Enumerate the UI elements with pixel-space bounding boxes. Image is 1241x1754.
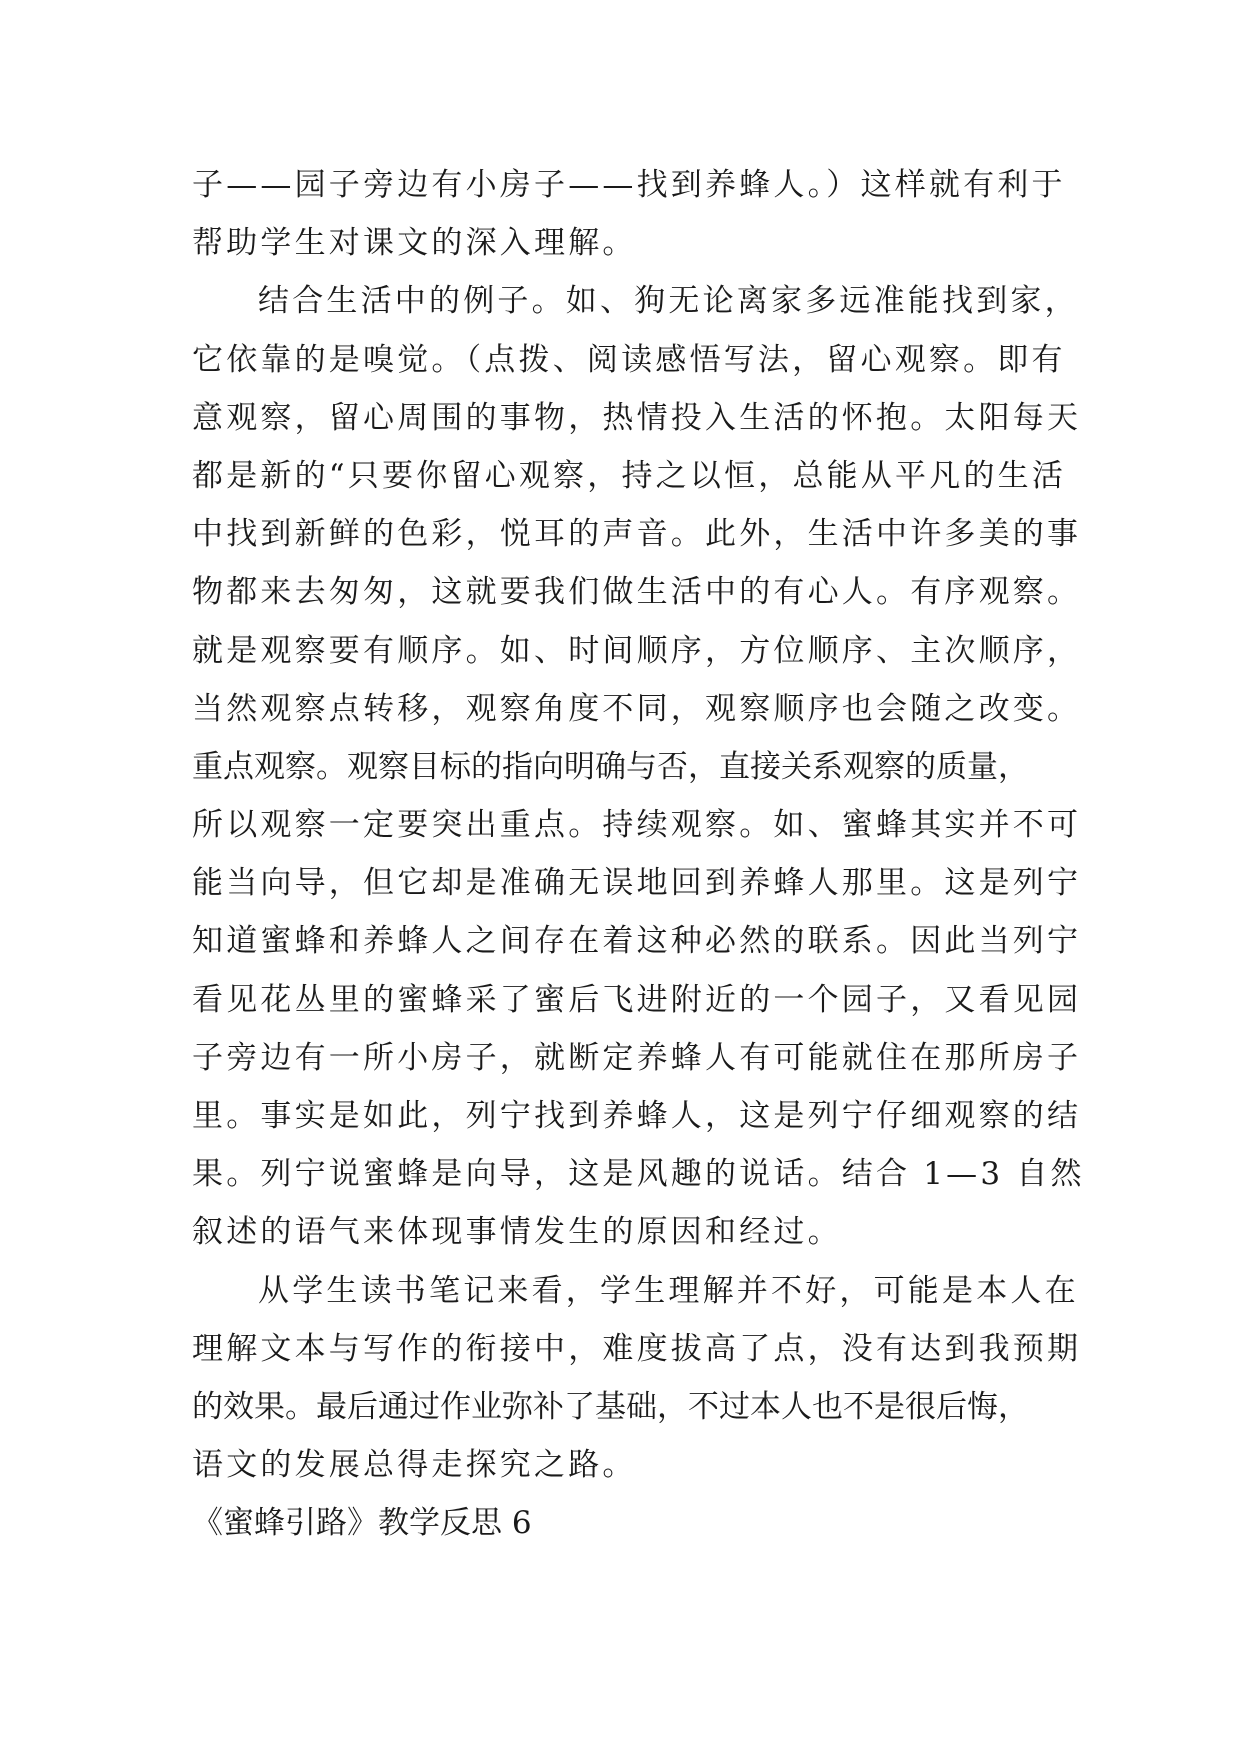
text-line: 它依靠的是嗅觉。（点拨、阅读感悟写法，留心观察。即有 bbox=[192, 341, 1066, 378]
text-line: 能当向导，但它却是准确无误地回到养蜂人那里。这是列宁 bbox=[192, 865, 1082, 902]
text-line: 中找到新鲜的色彩，悦耳的声音。此外，生活中许多美的事 bbox=[192, 516, 1082, 553]
text-line: 里。事实是如此，列宁找到养蜂人，这是列宁仔细观察的结 bbox=[192, 1098, 1082, 1134]
text-line: 所以观察一定要突出重点。持续观察。如、蜜蜂其实并不可 bbox=[192, 807, 1082, 844]
text-line: 物都来去匆匆，这就要我们做生活中的有心人。有序观察。 bbox=[192, 574, 1082, 611]
text-line: 子——园子旁边有小房子——找到养蜂人。）这样就有利于 bbox=[192, 167, 1066, 203]
paragraph bbox=[192, 1262, 1082, 1495]
section-heading: 《蜜蜂引路》教学反思 6 bbox=[192, 1505, 532, 1542]
text-line: 意观察，留心周围的事物，热情投入生活的怀抱。太阳每天 bbox=[192, 399, 1082, 436]
text-line: 重点观察。观察目标的指向明确与否，直接关系观察的质量， bbox=[192, 748, 1029, 785]
text-line: 就是观察要有顺序。如、时间顺序，方位顺序、主次顺序， bbox=[192, 632, 1082, 669]
text-line: 结合生活中的例子。如、狗无论离家多远准能找到家， bbox=[258, 283, 1079, 320]
text-line: 知道蜜蜂和养蜂人之间存在着这种必然的联系。因此当列宁 bbox=[192, 923, 1082, 960]
text-line: 当然观察点转移，观察角度不同，观察顺序也会随之改变。 bbox=[192, 690, 1082, 727]
text-line: 从学生读书笔记来看，学生理解并不好，可能是本人在 bbox=[258, 1272, 1079, 1309]
paragraph bbox=[192, 156, 1072, 272]
paragraph bbox=[192, 272, 1085, 1261]
text-line: 语文的发展总得走探究之路。 bbox=[192, 1447, 637, 1484]
text-line: 看见花丛里的蜜蜂采了蜜后飞进附近的一个园子，又看见园 bbox=[192, 981, 1082, 1018]
text-line: 叙述的语气来体现事情发生的原因和经过。 bbox=[192, 1214, 842, 1251]
text-line: 都是新的“只要你留心观察，持之以恒，总能从平凡的生活 bbox=[192, 457, 1067, 494]
text-line: 的效果。最后通过作业弥补了基础，不过本人也不是很后悔， bbox=[192, 1388, 1029, 1425]
text-line: 帮助学生对课文的深入理解。 bbox=[192, 225, 637, 262]
text-line: 理解文本与写作的衔接中，难度拔高了点，没有达到我预期 bbox=[192, 1330, 1082, 1367]
text-line: 子旁边有一所小房子，就断定养蜂人有可能就住在那所房子 bbox=[192, 1039, 1082, 1076]
text-line: 果。列宁说蜜蜂是向导，这是风趣的说话。结合 1—3 自然 bbox=[192, 1156, 1085, 1193]
document-body bbox=[192, 156, 1085, 1553]
